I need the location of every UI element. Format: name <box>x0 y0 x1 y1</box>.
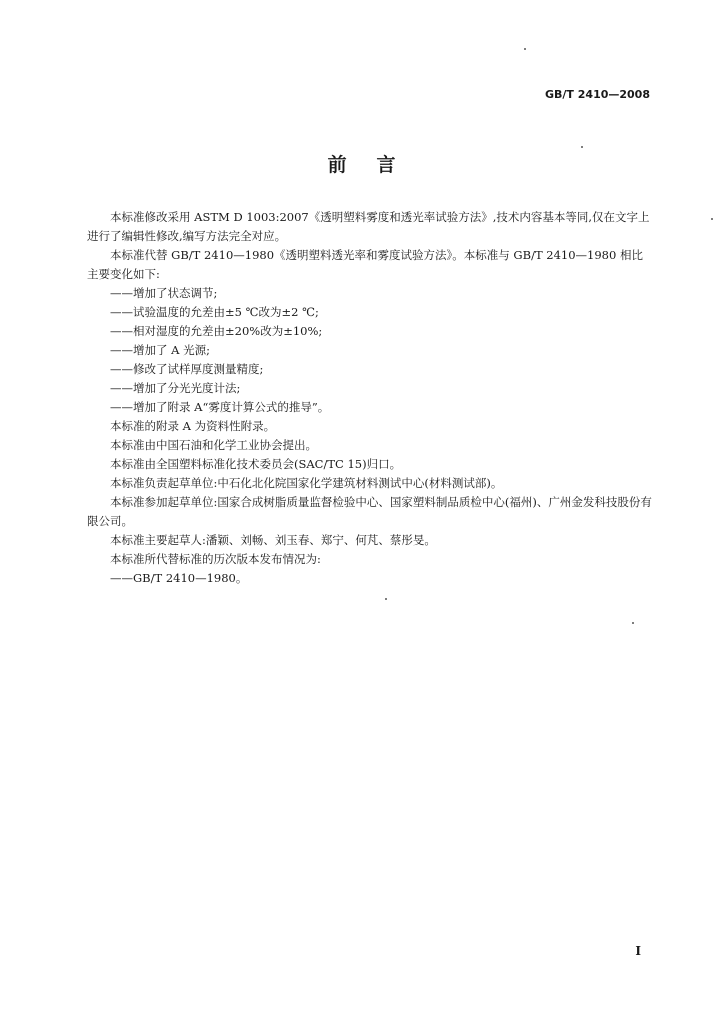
history-item: ——GB/T 2410—1980。 <box>110 571 248 585</box>
note-history-intro: 本标准所代替标准的历次版本发布情况为: <box>110 552 321 566</box>
change-item: ——修改了试样厚度测量精度; <box>110 362 264 376</box>
note-main-drafters: 本标准主要起草人:潘颖、刘畅、刘玉春、郑宁、何芃、蔡彤旻。 <box>110 533 436 547</box>
standard-code: GB/T 2410—2008 <box>545 88 650 101</box>
change-item: ——增加了分光光度计法; <box>110 381 241 395</box>
paragraph-replacement: 本标准代替 GB/T 2410—1980《透明塑料透光率和雾度试验方法》。本标准与 GB/T 2410—1980 相比主要变化如下: <box>87 248 643 281</box>
foreword-body <box>87 208 653 588</box>
note-committee: 本标准由全国塑料标准化技术委员会(SAC/TC 15)归口。 <box>110 457 402 471</box>
note-proposer: 本标准由中国石油和化学工业协会提出。 <box>110 438 317 452</box>
note-participating-drafters: 本标准参加起草单位:国家合成树脂质量监督检验中心、国家塑料制品质检中心(福州)、广州金发科技股份有限公司。 <box>87 495 652 528</box>
change-item: ——增加了附录 A“雾度计算公式的推导”。 <box>110 400 330 414</box>
paragraph-adoption: 本标准修改采用 ASTM D 1003:2007《透明塑料雾度和透光率试验方法》,技术内容基本等同,仅在文字上进行了编辑性修改,编写方法完全对应。 <box>87 210 650 243</box>
change-item: ——相对湿度的允差由±20%改为±10%; <box>110 324 323 338</box>
title-char-1: 前 <box>327 154 349 176</box>
scan-speck <box>385 598 387 600</box>
title-char-2: 言 <box>376 154 398 176</box>
note-lead-drafter: 本标准负责起草单位:中石化北化院国家化学建筑材料测试中心(材料测试部)。 <box>110 476 503 490</box>
change-item: ——增加了 A 光源; <box>110 343 210 357</box>
page-number: I <box>635 944 641 958</box>
change-item: ——试验温度的允差由±5 ℃改为±2 ℃; <box>110 305 319 319</box>
page-title <box>0 150 725 177</box>
change-item: ——增加了状态调节; <box>110 286 218 300</box>
scan-speck <box>581 146 583 148</box>
scan-speck <box>711 218 713 220</box>
scan-speck <box>632 622 634 624</box>
note-appendix: 本标准的附录 A 为资料性附录。 <box>110 419 276 433</box>
scan-speck <box>524 48 526 50</box>
